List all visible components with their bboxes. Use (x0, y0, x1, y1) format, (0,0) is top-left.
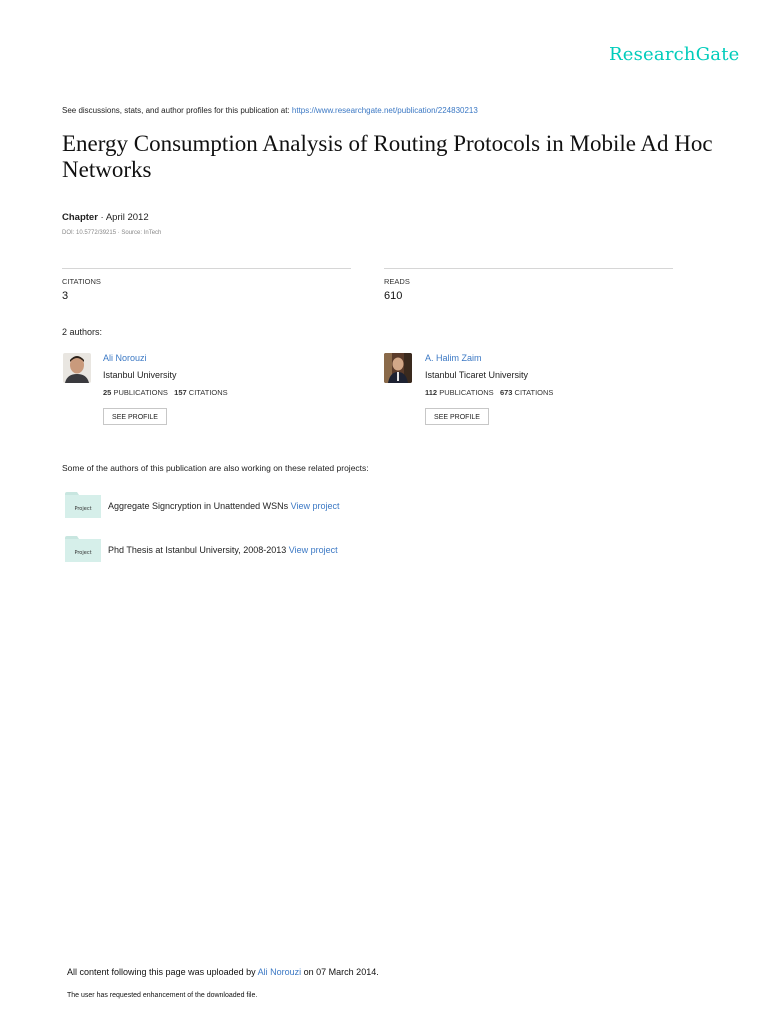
citations-label: CITATIONS (62, 277, 101, 286)
project-title: Aggregate Signcryption in Unattended WSNs (108, 501, 291, 511)
author-affiliation: Istanbul University (103, 370, 177, 380)
avatar-ali-norouzi[interactable] (63, 353, 91, 383)
publication-title: Energy Consumption Analysis of Routing Protocols in Mobile Ad Hoc Networks (62, 131, 713, 182)
enhancement-note: The user has requested enhancement of the downloaded file. (67, 992, 258, 999)
publications-count: 112 (425, 388, 438, 397)
publications-label: PUBLICATIONS (113, 388, 168, 397)
upload-prefix: All content following this page was uploaded by (67, 967, 258, 977)
publication-meta (62, 212, 149, 223)
publication-url-link[interactable]: https://www.researchgate.net/publication/224830213 (291, 106, 478, 115)
reads-divider (384, 268, 673, 269)
publications-count: 25 (103, 388, 112, 397)
author-counts (103, 388, 228, 397)
project-item (108, 501, 339, 511)
authors-heading: 2 authors: (62, 327, 103, 337)
project-title: Phd Thesis at Istanbul University, 2008-2013 (108, 545, 289, 555)
citations-count: 157 (174, 388, 187, 397)
researchgate-logo[interactable]: ResearchGate (609, 44, 740, 65)
publication-doi: DOI: 10.5772/39215 · Source: InTech (62, 230, 162, 236)
avatar-a-halim-zaim[interactable] (384, 353, 412, 383)
related-projects-heading: Some of the authors of this publication are also working on these related projects: (62, 463, 369, 473)
discussion-line (62, 106, 478, 115)
see-profile-button-a-halim-zaim[interactable]: SEE PROFILE (425, 408, 489, 425)
project-icon-label: Project (74, 550, 92, 556)
reads-label: READS (384, 277, 410, 286)
project-icon-label: Project (74, 506, 92, 512)
publication-date: · April 2012 (97, 212, 149, 223)
see-profile-button-ali-norouzi[interactable]: SEE PROFILE (103, 408, 167, 425)
publication-type: Chapter (62, 212, 98, 223)
author-counts (425, 388, 553, 397)
uploader-link[interactable]: Ali Norouzi (257, 967, 302, 977)
discussion-prefix: See discussions, stats, and author profiles for this publication at: (62, 106, 292, 115)
view-project-link[interactable]: View project (290, 501, 340, 511)
reads-value: 610 (384, 290, 403, 302)
author-name-a-halim-zaim[interactable]: A. Halim Zaim (425, 353, 482, 363)
citations-value: 3 (62, 290, 69, 302)
upload-suffix: on 07 March 2014. (301, 967, 379, 977)
publications-label: PUBLICATIONS (439, 388, 494, 397)
project-folder-icon (65, 536, 101, 562)
upload-note (67, 967, 379, 977)
project-folder-icon (65, 492, 101, 518)
citations-count: 673 (499, 388, 513, 397)
author-name-ali-norouzi[interactable]: Ali Norouzi (103, 353, 147, 363)
project-item (108, 545, 338, 555)
author-affiliation: Istanbul Ticaret University (425, 370, 529, 380)
view-project-link[interactable]: View project (288, 545, 338, 555)
citations-label: CITATIONS (514, 388, 554, 397)
citations-label: CITATIONS (188, 388, 228, 397)
citations-divider (62, 268, 351, 269)
